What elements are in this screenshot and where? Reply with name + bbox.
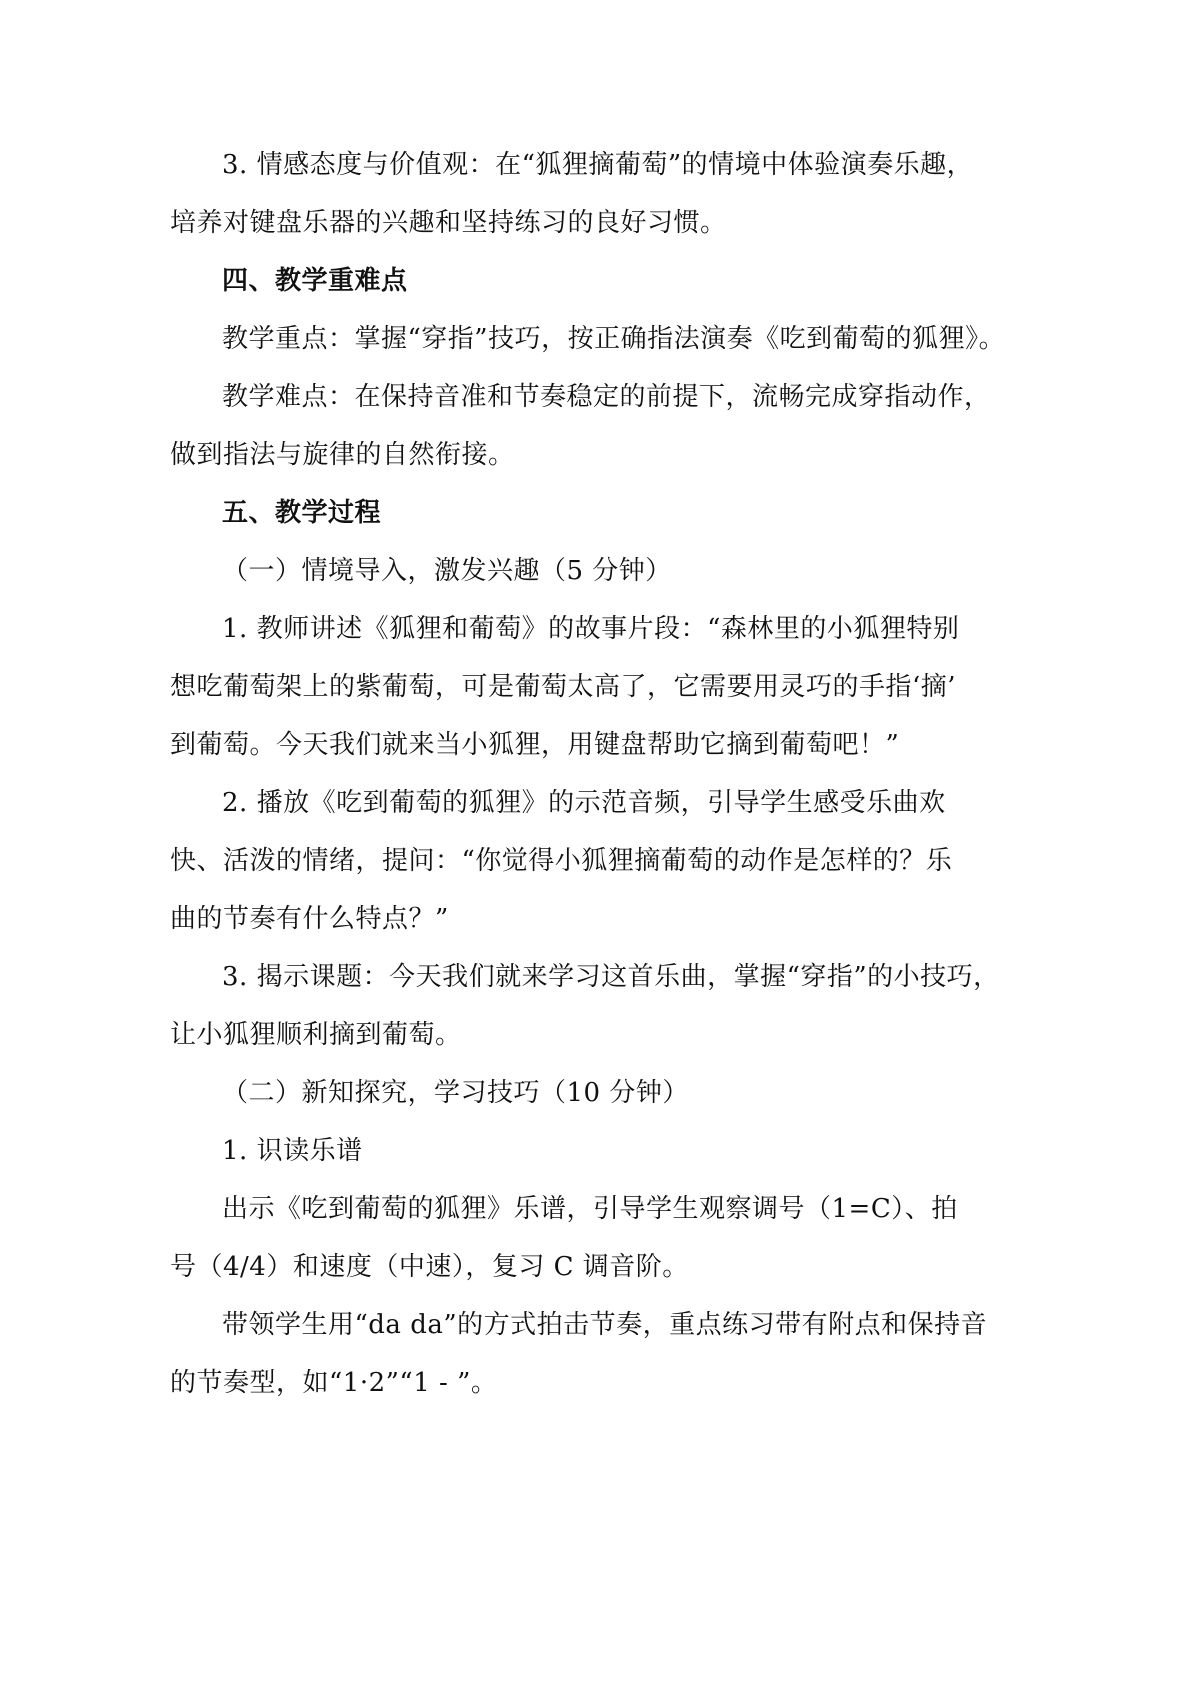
paragraph-line: 曲的节奏有什么特点？” — [170, 904, 449, 934]
section-heading: 四、教学重难点 — [222, 266, 408, 296]
paragraph-line: 到葡萄。今天我们就来当小狐狸，用键盘帮助它摘到葡萄吧！” — [170, 730, 900, 760]
section-heading: 五、教学过程 — [222, 498, 382, 528]
paragraph-line: 的节奏型，如“1·2”“1 - ”。 — [170, 1368, 498, 1398]
paragraph-line: 号（4/4）和速度（中速），复习 C 调音阶。 — [170, 1252, 689, 1282]
paragraph-line: 出示《吃到葡萄的狐狸》乐谱，引导学生观察调号（1=C）、拍 — [222, 1194, 958, 1224]
paragraph-line: 做到指法与旋律的自然衔接。 — [170, 440, 515, 470]
paragraph-line: 教学难点：在保持音准和节奏稳定的前提下，流畅完成穿指动作， — [222, 382, 991, 412]
subsection-heading: （一）情境导入，激发兴趣（5 分钟） — [222, 556, 672, 586]
subsection-heading: （二）新知探究，学习技巧（10 分钟） — [222, 1078, 689, 1108]
paragraph-line: 培养对键盘乐器的兴趣和坚持练习的良好习惯。 — [170, 208, 727, 238]
paragraph-line: 带领学生用“da da”的方式拍击节奏，重点练习带有附点和保持音 — [222, 1310, 988, 1340]
paragraph-line: 1. 教师讲述《狐狸和葡萄》的故事片段：“森林里的小狐狸特别 — [222, 614, 960, 644]
paragraph-line: 想吃葡萄架上的紫葡萄，可是葡萄太高了，它需要用灵巧的手指‘摘’ — [170, 672, 957, 702]
paragraph-line: 3. 揭示课题：今天我们就来学习这首乐曲，掌握“穿指”的小技巧， — [222, 962, 1000, 992]
paragraph-line: 2. 播放《吃到葡萄的狐狸》的示范音频，引导学生感受乐曲欢 — [222, 788, 946, 818]
paragraph-line: 让小狐狸顺利摘到葡萄。 — [170, 1020, 462, 1050]
paragraph-line: 3. 情感态度与价值观：在“狐狸摘葡萄”的情境中体验演奏乐趣， — [222, 150, 974, 180]
paragraph-line: 1. 识读乐谱 — [222, 1136, 363, 1166]
paragraph-line: 教学重点：掌握“穿指”技巧，按正确指法演奏《吃到葡萄的狐狸》。 — [222, 324, 1006, 354]
paragraph-line: 快、活泼的情绪，提问：“你觉得小狐狸摘葡萄的动作是怎样的？乐 — [170, 846, 953, 876]
